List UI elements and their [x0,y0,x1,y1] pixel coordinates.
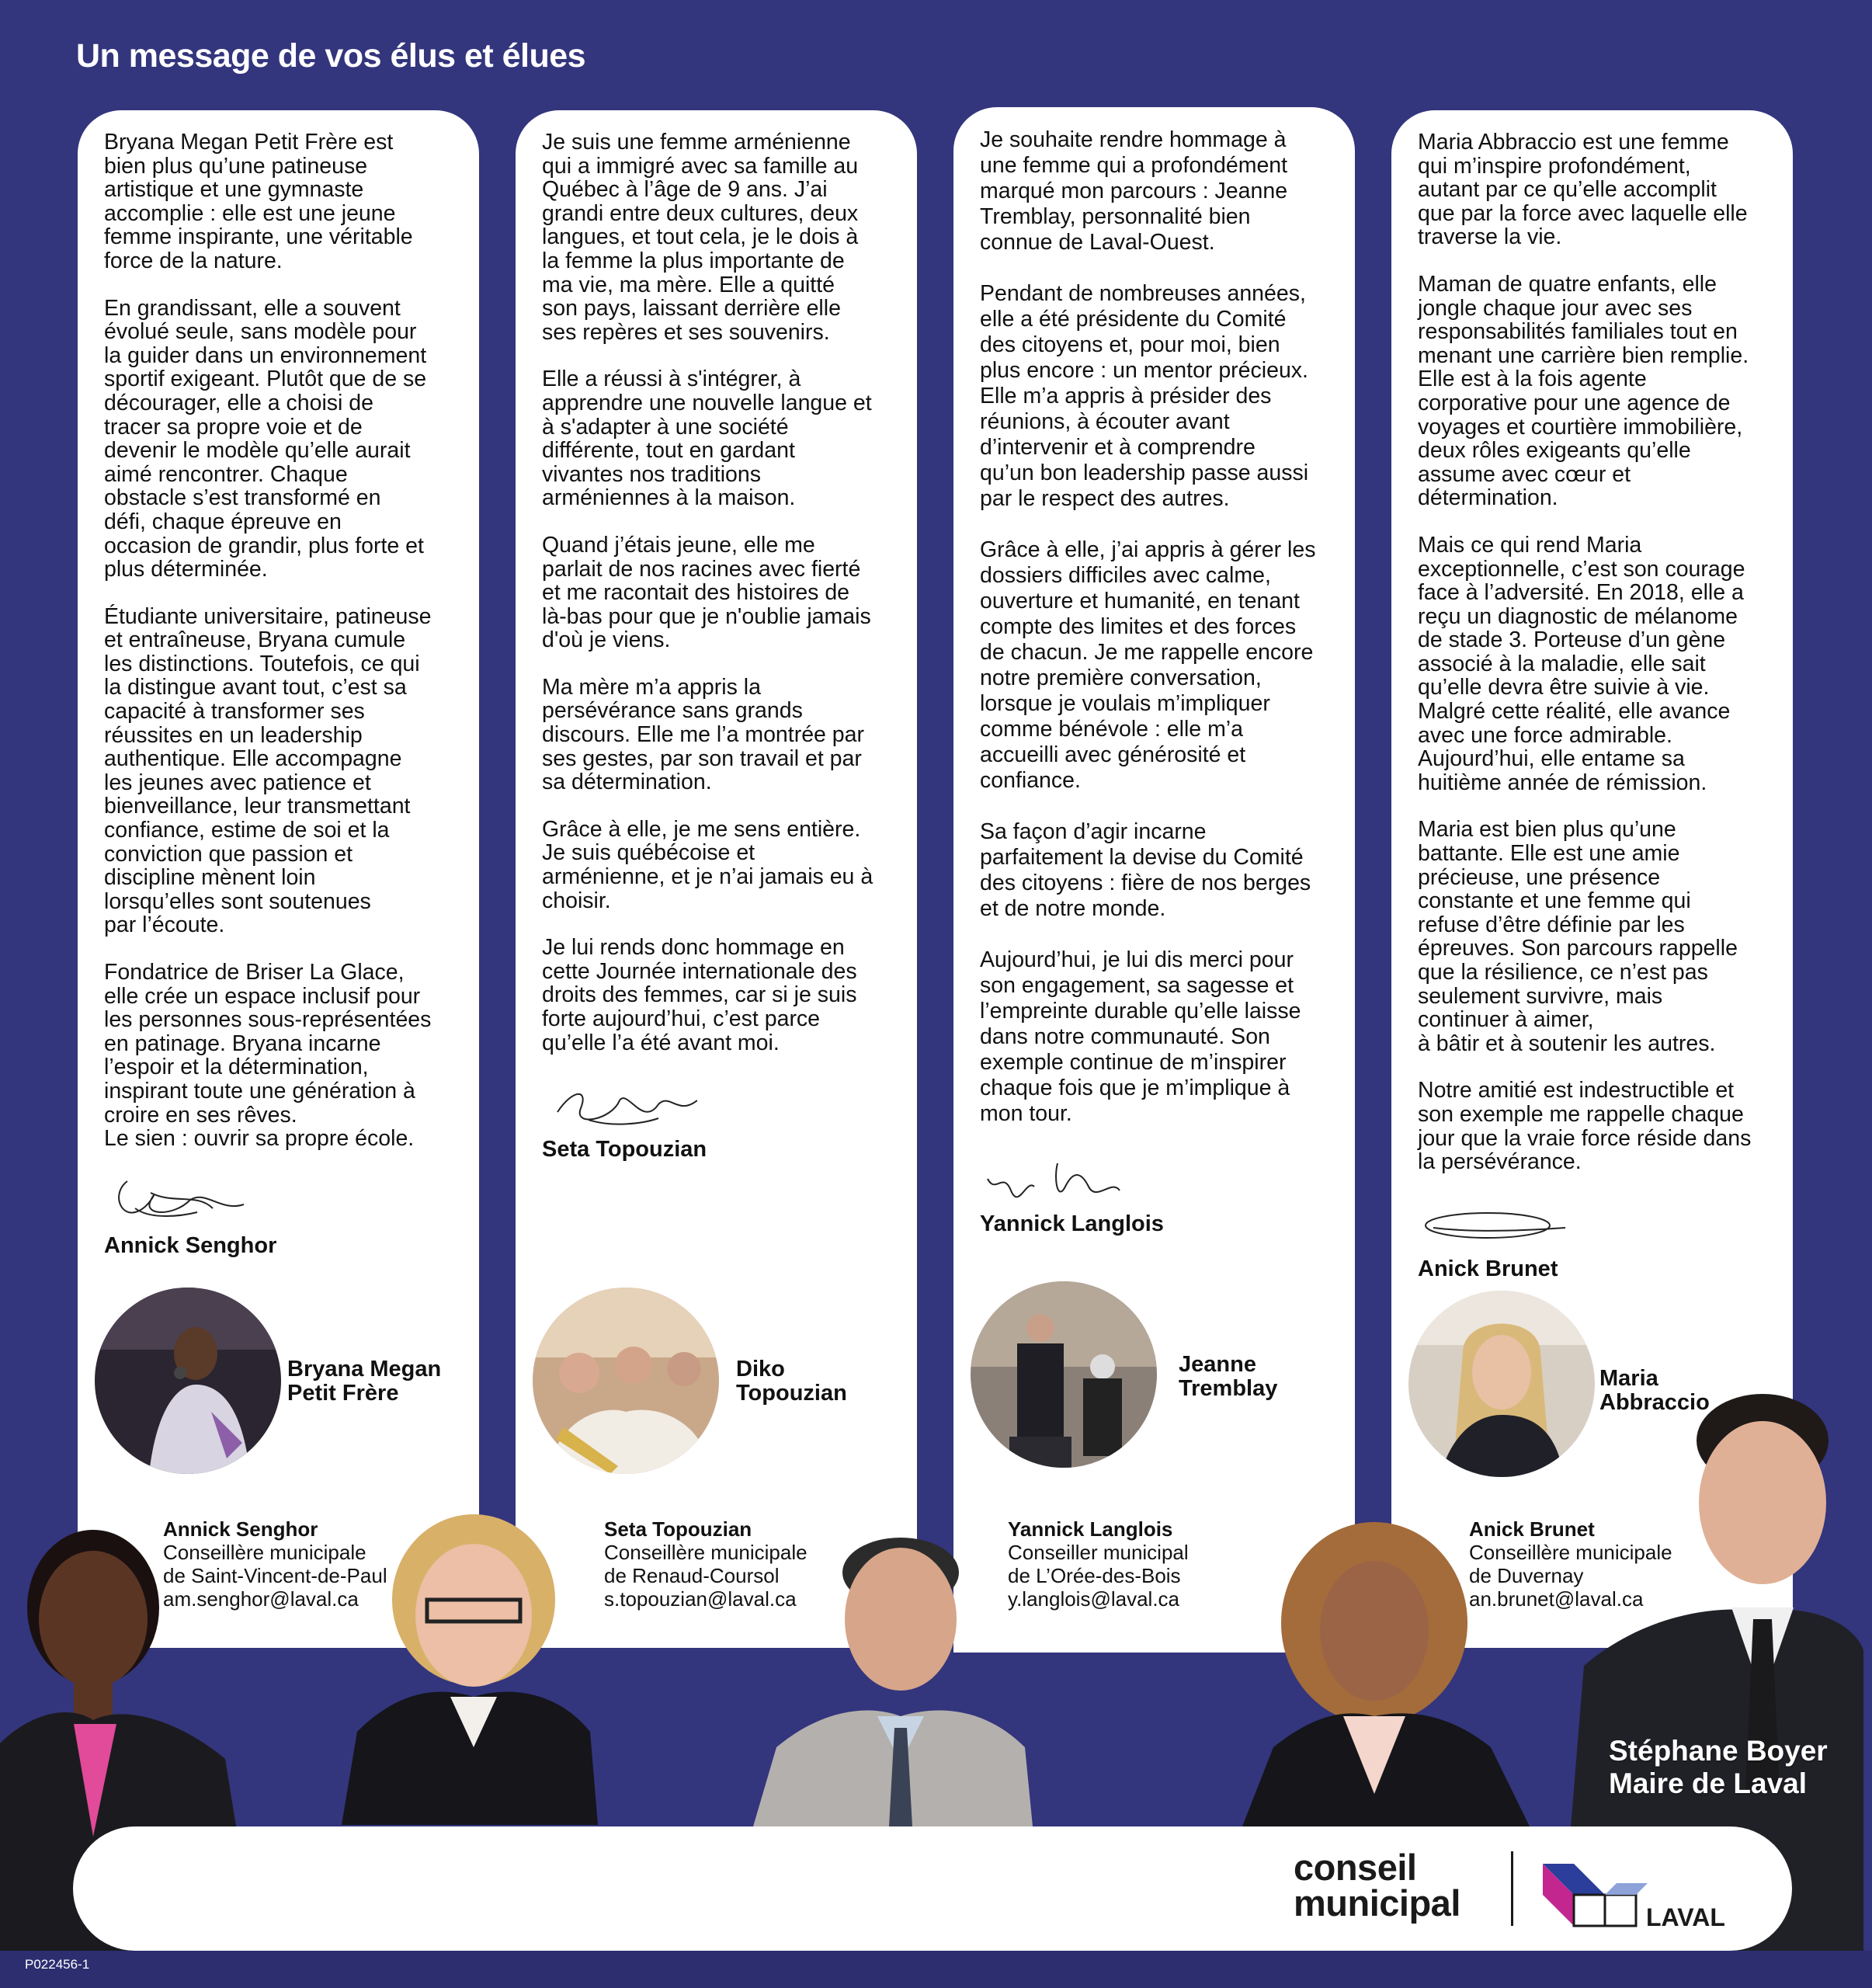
councillor-email[interactable]: y.langlois@laval.ca [1008,1587,1180,1611]
honoree-name: Jeanne Tremblay [1179,1352,1278,1401]
councillor-name: Yannick Langlois [1008,1517,1173,1541]
footer-bar [73,1826,1792,1951]
paragraph: Fondatrice de Briser La Glace, elle crée un espace inclusif pour les personnes sous-représentées en patinage. Bryana incarne l’espoir et la détermination, inspirant toute une génération à croire en ses rêves. Le sien : ouvrir sa propre école. [104,960,432,1152]
signer-name: Seta Topouzian [542,1137,707,1163]
paragraph: En grandissant, elle a souvent évolué seule, sans modèle pour la guider dans un environnement sportif exigeant. Plutôt que de se décourager, elle a choisi de tracer sa propre voie et de devenir le modèle qu’elle aurait aimé rencontrer. Chaque obstacle s’est transformé en défi, chaque épreuve en occasion de grandir, plus forte et plus déterminée. [104,295,427,582]
letter-body [1418,130,1768,1174]
paragraph: Elle a réussi à s'intégrer, à apprendre une nouvelle langue et à s'adapter à une société différente, tout en gardant vivantes nos traditions arméniennes à la maison. [542,367,872,511]
paragraph: Quand j’étais jeune, elle me parlait de nos racines avec fierté et me racontait des histoires de là-bas pour que je n'oublie jamais d'où je viens. [542,532,871,653]
honoree-block-3 [953,1281,1355,1475]
publication-code: P022456-1 [25,1957,90,1972]
paragraph: Notre amitié est indestructible et son exemple me rappelle chaque jour que la vraie force réside dans la persévérance. [1418,1078,1752,1175]
paragraph: Sa façon d’agir incarne parfaitement la devise du Comité des citoyens : fière de nos berges et de notre monde. [980,819,1311,921]
paragraph: Je souhaite rendre hommage à une femme qui a profondément marqué mon parcours : Jeanne Tremblay, personnalité bien connue de Laval-Ouest. [980,127,1288,255]
councillor-role: Conseillère municipale [604,1541,807,1564]
councillor-name: Annick Senghor [163,1517,318,1541]
paragraph: Je suis une femme arménienne qui a immigré avec sa famille au Québec à l’âge de 9 ans. J’ai grandi entre deux cultures, deux langues, et tout cela, je le dois à la femme la plus importante de ma vie, ma mère. Elle a quitté son pays, laissant derrière elle ses repères et ses souvenirs. [542,130,859,345]
paragraph: Aujourd’hui, je lui dis merci pour son engagement, sa sagesse et l’empreinte durable qu’elle laisse dans notre communauté. Son exemple continue de m’inspirer chaque fois que je m’implique à mon tour. [980,947,1301,1126]
signer-name: Yannick Langlois [980,1211,1164,1236]
laval-logo-icon [1539,1854,1741,1932]
honoree-name: Maria Abbraccio [1599,1366,1710,1415]
paragraph: Maria Abbraccio est une femme qui m’inspire profondément, autant par ce qu’elle accomplit que par la force avec laquelle elle traverse la vie. [1418,130,1748,250]
councillor-role: Conseillère municipale [163,1541,366,1564]
paragraph: Grâce à elle, j’ai appris à gérer les dossiers difficiles avec calme, ouverture et humanité, en tenant compte des limites et des forces de chacun. Je me rappelle encore notre première conversation, lorsque je voulais m’impliquer comme bénévole : elle m’a accueilli avec générosité et confiance. [980,537,1316,793]
paragraph: Je lui rends donc hommage en cette Journée internationale des droits des femmes, car si je suis forte aujourd’hui, c’est parce qu’elle l’a été avant moi. [542,935,857,1055]
honoree-block-2 [516,1288,917,1482]
brand-divider [1511,1851,1513,1926]
councillor-name: Anick Brunet [1469,1517,1595,1541]
honoree-photo [971,1281,1157,1468]
signature-image [542,1073,892,1135]
signature-image [1418,1193,1768,1255]
councillor-district: de Duvernay [1469,1564,1584,1587]
bottom-strip [0,1951,1872,1988]
honoree-name: Diko Topouzian [736,1357,847,1406]
laval-logo-text: LAVAL [1646,1903,1725,1931]
councillor-district: de Saint-Vincent-de-Paul [163,1564,387,1587]
portrait-yannick-langlois [753,1514,1033,1826]
paragraph: Bryana Megan Petit Frère est bien plus qu’une patineuse artistique et une gymnaste accomplie : elle est une jeune femme inspirante, une véritable force de la nature. [104,130,413,273]
honoree-photo [95,1288,281,1474]
paragraph: Mais ce qui rend Maria exceptionnelle, c’est son courage face à l’adversité. En 2018, elle a reçu un diagnostic de mélanome de stade 3. Porteuse d’un gène associé à la maladie, elle sait qu’elle devra être suivie à vie. Malgré cette réalité, elle avance avec une force admirable. Aujourd’hui, elle entame sa huitième année de rémission. [1418,532,1745,795]
mayor-name: Stéphane Boyer Maire de Laval [1609,1735,1828,1799]
honoree-name: Bryana Megan Petit Frère [287,1357,442,1406]
signer-name: Annick Senghor [104,1232,277,1258]
signer-name: Anick Brunet [1418,1256,1558,1281]
councillor-email[interactable]: an.brunet@laval.ca [1469,1587,1644,1611]
signature-image [104,1170,454,1232]
councillor-name: Seta Topouzian [604,1517,752,1541]
brand-wordmark: conseil municipal [1294,1847,1460,1924]
paragraph: Étudiante universitaire, patineuse et entraîneuse, Bryana cumule les distinctions. Toutefois, ce qui la distingue avant tout, c’est sa capacité à transformer ses réussites en un leadership authentique. Elle accompagne les jeunes avec patience et bienveillance, leur transmettant confiance, estime de soi et la conviction que passion et discipline mènent loin lorsqu’elles sont soutenues par l’écoute. [104,603,432,938]
councillor-email[interactable]: s.topouzian@laval.ca [604,1587,797,1611]
councillor-district: de Renaud-Coursol [604,1564,780,1587]
page-title: Un message de vos élus et élues [76,37,586,75]
councillor-role: Conseiller municipal [1008,1541,1189,1564]
councillor-role: Conseillère municipale [1469,1541,1672,1564]
letter-body [542,130,892,1055]
councillor-email[interactable]: am.senghor@laval.ca [163,1587,359,1611]
letter-body [104,130,454,1151]
letter-body [980,127,1330,1127]
portrait-anick-brunet [1242,1514,1530,1826]
paragraph: Ma mère m’a appris la persévérance sans grands discours. Elle me l’a montrée par ses gestes, par son travail et par sa détermination. [542,674,865,795]
paragraph: Maria est bien plus qu’une battante. Elle est une amie précieuse, une présence constante et une femme qui refuse d’être définie par les épreuves. Son parcours rappelle que la résilience, ce n’est pas seulement survivre, mais continuer à aimer, à bâtir et à soutenir les autres. [1418,817,1738,1056]
signature-image [980,1148,1330,1210]
honoree-block-1 [78,1288,479,1482]
portrait-seta-topouzian [342,1499,598,1825]
paragraph: Pendant de nombreuses années, elle a été présidente du Comité des citoyens et, pour moi, bien plus encore : un mentor précieux. Elle m’a appris à présider des réunions, à écouter avant d’intervenir et à comprendre qu’un bon leadership passe aussi par le respect des autres. [980,281,1309,511]
honoree-photo [533,1288,719,1474]
councillor-district: de L’Orée-des-Bois [1008,1564,1181,1587]
paragraph: Maman de quatre enfants, elle jongle chaque jour avec ses responsabilités familiales tout en menant une carrière bien remplie. Elle est à la fois agente corporative pour une agence de voyages et courtière immobilière, deux rôles exigeants qu’elle assume avec cœur et détermination. [1418,271,1749,511]
paragraph: Grâce à elle, je me sens entière. Je suis québécoise et arménienne, et je n’ai jamais eu à choisir. [542,816,873,913]
